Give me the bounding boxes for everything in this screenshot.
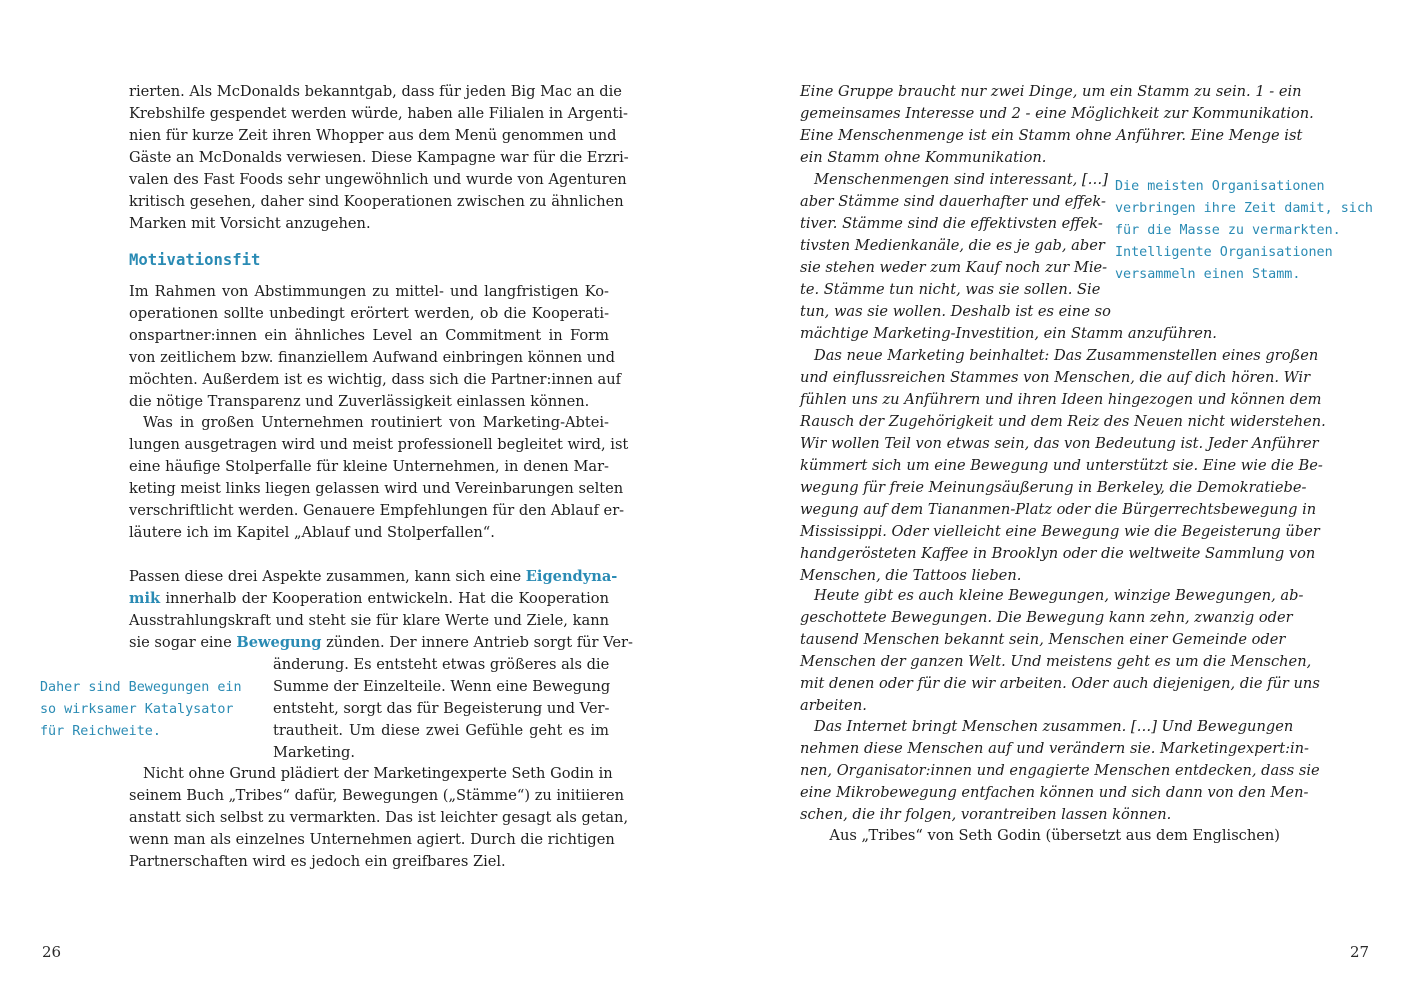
quote-line: kümmert sich um eine Bewegung und unterstützt sie. Eine wie die Be- <box>800 457 1323 474</box>
text-line: die nötige Transparenz und Zuverlässigkeit einlassen können. <box>129 393 590 410</box>
page-number: 27 <box>1350 943 1370 961</box>
right-page <box>704 0 1409 1000</box>
quote-attribution: Aus „Tribes“ von Seth Godin (übersetzt aus dem Englischen) <box>829 827 1280 844</box>
text-line: onspartner:innen ein ähnliches Level an Commitment in Form <box>129 327 609 344</box>
text-line: Nicht ohne Grund plädiert der Marketingexperte Seth Godin in <box>143 765 613 782</box>
sidenote-line: Die meisten Organisationen <box>1115 179 1325 194</box>
quote-line: ein Stamm ohne Kommunikation. <box>800 149 1047 166</box>
sidenote-line: versammeln einen Stamm. <box>1115 267 1301 282</box>
text-line: rierten. Als McDonalds bekanntgab, dass für jeden Big Mac an die <box>129 83 622 100</box>
keyword-bewegung: Bewegung <box>236 634 322 651</box>
text-line: Summe der Einzelteile. Wenn eine Bewegung <box>273 678 611 695</box>
text-line: wenn man als einzelnes Unternehmen agiert. Durch die richtigen <box>129 831 615 848</box>
quote-line: Menschenmengen sind interessant, […] <box>814 171 1108 188</box>
text-run: zünden. Der innere Antrieb sorgt für Ver- <box>321 634 633 651</box>
quote-line: Das neue Marketing beinhaltet: Das Zusammenstellen eines großen <box>814 347 1319 364</box>
text-line: verschriftlicht werden. Genauere Empfehlungen für den Ablauf er- <box>129 502 625 519</box>
quote-line: mächtige Marketing-Investition, ein Stamm anzuführen. <box>800 325 1217 342</box>
text-line: Krebshilfe gespendet werden würde, haben alle Filialen in Argenti- <box>129 105 628 122</box>
text-line: von zeitlichem bzw. finanziellem Aufwand einbringen können und <box>129 349 615 366</box>
text-run: Passen diese drei Aspekte zusammen, kann sich eine <box>129 568 526 585</box>
sidenote-line: für Reichweite. <box>40 724 161 739</box>
text-line <box>129 632 633 654</box>
quote-line: schen, die ihr folgen, vorantreiben lassen können. <box>800 806 1172 823</box>
sidenote-line: verbringen ihre Zeit damit, sich <box>1115 201 1373 216</box>
text-line: läutere ich im Kapitel „Ablauf und Stolperfallen“. <box>129 524 495 541</box>
section-heading: Motivationsfit <box>129 251 261 269</box>
page-number: 26 <box>42 943 62 961</box>
sidenote-line: so wirksamer Katalysator <box>40 702 234 717</box>
text-line <box>129 566 618 588</box>
left-page <box>0 0 704 1000</box>
text-line: eine häufige Stolperfalle für kleine Unternehmen, in denen Mar- <box>129 458 609 475</box>
text-line: lungen ausgetragen wird und meist professionell begleitet wird, ist <box>129 436 629 453</box>
text-line: valen des Fast Foods sehr ungewöhnlich und wurde von Agenturen <box>129 171 627 188</box>
keyword-eigendynamik-end: mik <box>129 590 161 607</box>
text-line: änderung. Es entsteht etwas größeres als die <box>273 656 610 673</box>
text-line: Was in großen Unternehmen routiniert von Marketing-Abtei- <box>143 414 609 431</box>
quote-line: tiver. Stämme sind die effektivsten effek- <box>800 215 1103 232</box>
quote-line: tun, was sie wollen. Deshalb ist es eine so <box>800 303 1111 320</box>
quote-line: wegung auf dem Tiananmen-Platz oder die Bürgerrechtsbewegung in <box>800 501 1317 518</box>
quote-line: Eine Menschenmenge ist ein Stamm ohne Anführer. Eine Menge ist <box>800 127 1303 144</box>
text-line: anstatt sich selbst zu vermarkten. Das ist leichter gesagt als getan, <box>129 809 629 826</box>
sidenote-line: Daher sind Bewegungen ein <box>40 680 242 695</box>
quote-line: geschottete Bewegungen. Die Bewegung kann zehn, zwanzig oder <box>800 609 1293 626</box>
quote-line: wegung für freie Meinungsäußerung in Berkeley, die Demokratiebe- <box>800 479 1307 496</box>
quote-line: aber Stämme sind dauerhafter und effek- <box>800 193 1106 210</box>
quote-line: Rausch der Zugehörigkeit und dem Reiz des Neuen nicht widerstehen. <box>800 413 1326 430</box>
quote-line: tausend Menschen bekannt sein, Menschen einer Gemeinde oder <box>800 631 1286 648</box>
text-line: Marketing. <box>273 744 356 761</box>
quote-line: Mississippi. Oder vielleicht eine Bewegung wie die Begeisterung über <box>800 523 1320 540</box>
sidenote-line: Intelligente Organisationen <box>1115 245 1333 260</box>
quote-line: Eine Gruppe braucht nur zwei Dinge, um ein Stamm zu sein. 1 - ein <box>800 83 1302 100</box>
quote-line: Menschen der ganzen Welt. Und meistens geht es um die Menschen, <box>800 653 1312 670</box>
quote-line: und einflussreichen Stammes von Menschen, die auf dich hören. Wir <box>800 369 1311 386</box>
quote-line: Menschen, die Tattoos lieben. <box>800 567 1022 584</box>
text-line: nien für kurze Zeit ihren Whopper aus dem Menü genommen und <box>129 127 617 144</box>
text-line: operationen sollte unbedingt erörtert werden, ob die Kooperati- <box>129 305 609 322</box>
text-line: keting meist links liegen gelassen wird und Vereinbarungen selten <box>129 480 624 497</box>
quote-line: fühlen uns zu Anführern und ihren Ideen hingezogen und können dem <box>800 391 1322 408</box>
quote-line: Wir wollen Teil von etwas sein, das von Bedeutung ist. Jeder Anführer <box>800 435 1319 452</box>
text-line: Ausstrahlungskraft und steht sie für klare Werte und Ziele, kann <box>129 612 609 629</box>
text-line: möchten. Außerdem ist es wichtig, dass sich die Partner:innen auf <box>129 371 622 388</box>
sidenote-line: für die Masse zu vermarkten. <box>1115 223 1341 238</box>
quote-line: te. Stämme tun nicht, was sie sollen. Sie <box>800 281 1101 298</box>
quote-line: tivsten Medienkanäle, die es je gab, aber <box>800 237 1105 254</box>
text-line: entsteht, sorgt das für Begeisterung und Ver- <box>273 700 610 717</box>
text-line: Gäste an McDonalds verwiesen. Diese Kampagne war für die Erzri- <box>129 149 629 166</box>
text-line: Partnerschaften wird es jedoch ein greifbares Ziel. <box>129 853 506 870</box>
text-line: Marken mit Vorsicht anzugehen. <box>129 215 371 232</box>
quote-line: arbeiten. <box>800 697 867 714</box>
text-run: sie sogar eine <box>129 634 237 651</box>
text-run: innerhalb der Kooperation entwickeln. Hat die Kooperation <box>160 590 609 607</box>
quote-line: nehmen diese Menschen auf und verändern sie. Marketingexpert:in- <box>800 740 1309 757</box>
text-line: trautheit. Um diese zwei Gefühle geht es im <box>273 722 609 739</box>
quote-line: sie stehen weder zum Kauf noch zur Mie- <box>800 259 1108 276</box>
keyword-eigendynamik: Eigendyna- <box>525 568 618 585</box>
quote-line: handgerösteten Kaffee in Brooklyn oder die weltweite Sammlung von <box>800 545 1316 562</box>
quote-line: nen, Organisator:innen und engagierte Menschen entdecken, dass sie <box>800 762 1320 779</box>
text-line <box>129 588 609 610</box>
quote-line: mit denen oder für die wir arbeiten. Oder auch diejenigen, die für uns <box>800 675 1320 692</box>
quote-line: gemeinsames Interesse und 2 - eine Möglichkeit zur Kommunikation. <box>800 105 1314 122</box>
text-line: seinem Buch „Tribes“ dafür, Bewegungen („Stämme“) zu initiieren <box>129 787 624 804</box>
quote-line: eine Mikrobewegung entfachen können und sich dann von den Men- <box>800 784 1309 801</box>
text-line: kritisch gesehen, daher sind Kooperationen zwischen zu ähnlichen <box>129 193 624 210</box>
quote-line: Heute gibt es auch kleine Bewegungen, winzige Bewegungen, ab- <box>814 587 1304 604</box>
text-line: Im Rahmen von Abstimmungen zu mittel- und langfristigen Ko- <box>129 283 609 300</box>
quote-line: Das Internet bringt Menschen zusammen. […] Und Bewegungen <box>814 718 1294 735</box>
